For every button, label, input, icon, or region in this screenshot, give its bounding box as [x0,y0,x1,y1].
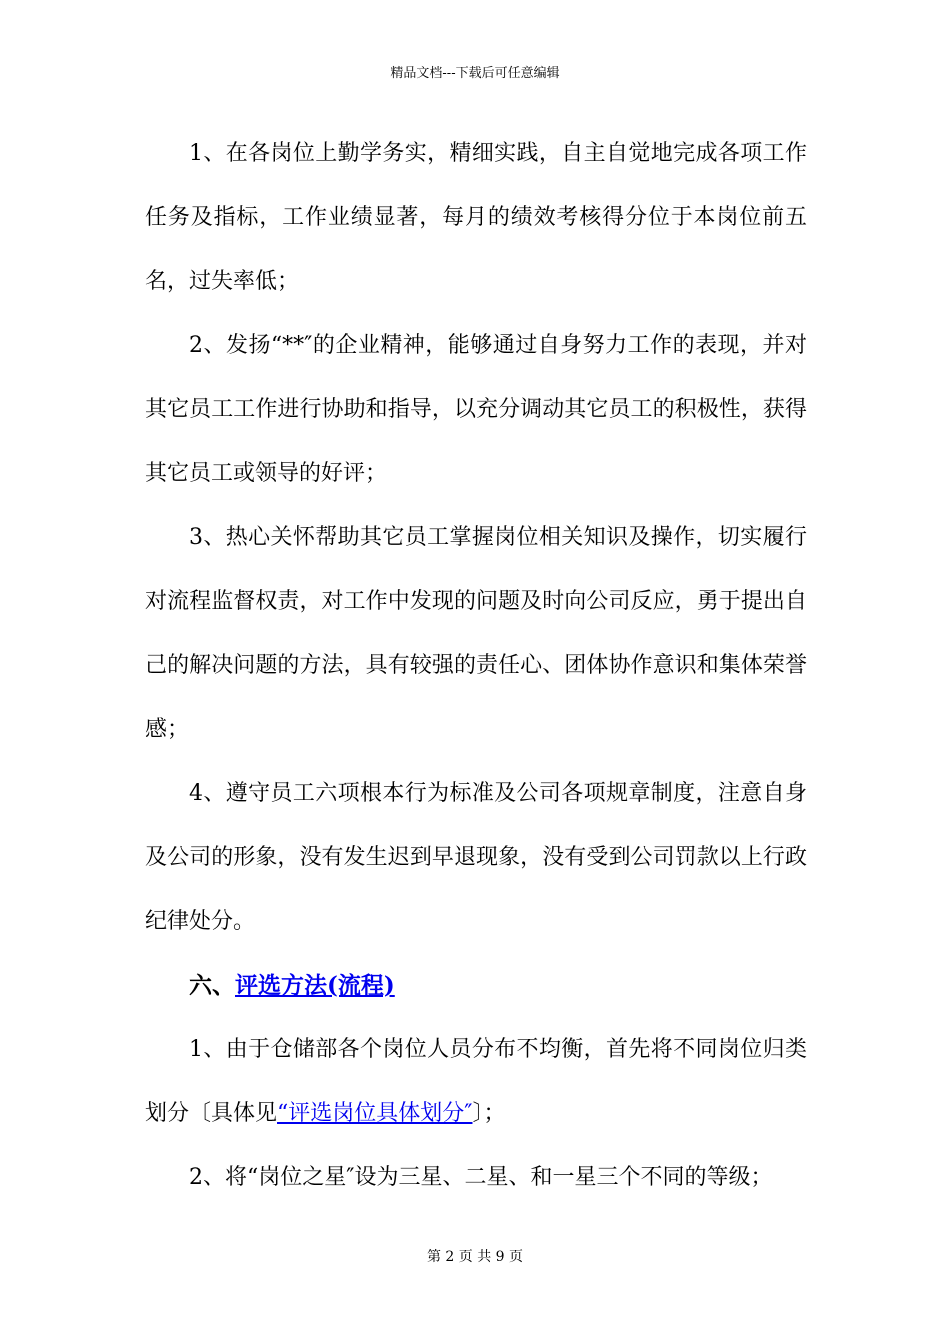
section-title-link[interactable]: 评选方法(流程) [235,972,395,999]
method-item-1 [145,1018,807,1146]
method-item-1-text: 1、由于仓储部各个岗位人员分布不均衡，首先将不同岗位归类划分〔具体见 [145,1037,807,1126]
method-item-2: 2、将“岗位之星″设为三星、二星、和一星三个不同的等级； [189,1165,773,1190]
section-heading [145,954,807,1018]
criteria-item-4: 4、遵守员工六项根本行为标准及公司各项规章制度，注意自身及公司的形象，没有发生迟到早退现象，没有受到公司罚款以上行政纪律处分。 [145,781,807,934]
position-division-link[interactable]: “评选岗位具体划分″ [277,1101,473,1126]
page-footer: 第 2 页 共 9 页 [426,1249,524,1265]
criteria-item-3: 3、热心关怀帮助其它员工掌握岗位相关知识及操作，切实履行对流程监督权责，对工作中发现的问题及时向公司反应，勇于提出自己的解决问题的方法，具有较强的责任心、团体协作意识和集体荣誉感； [145,525,807,742]
page-header: 精品文档---下载后可任意编辑 [390,66,560,81]
criteria-item-1: 1、在各岗位上勤学务实，精细实践，自主自觉地完成各项工作任务及指标，工作业绩显著，每月的绩效考核得分位于本岗位前五名，过失率低； [145,141,807,294]
section-number: 六、 [189,972,235,999]
document-body [145,122,807,1210]
method-item-1-end: 〕； [472,1101,506,1126]
criteria-item-2: 2、发扬“**″的企业精神，能够通过自身努力工作的表现，并对其它员工工作进行协助和指导，以充分调动其它员工的积极性，获得其它员工或领导的好评； [145,333,807,486]
